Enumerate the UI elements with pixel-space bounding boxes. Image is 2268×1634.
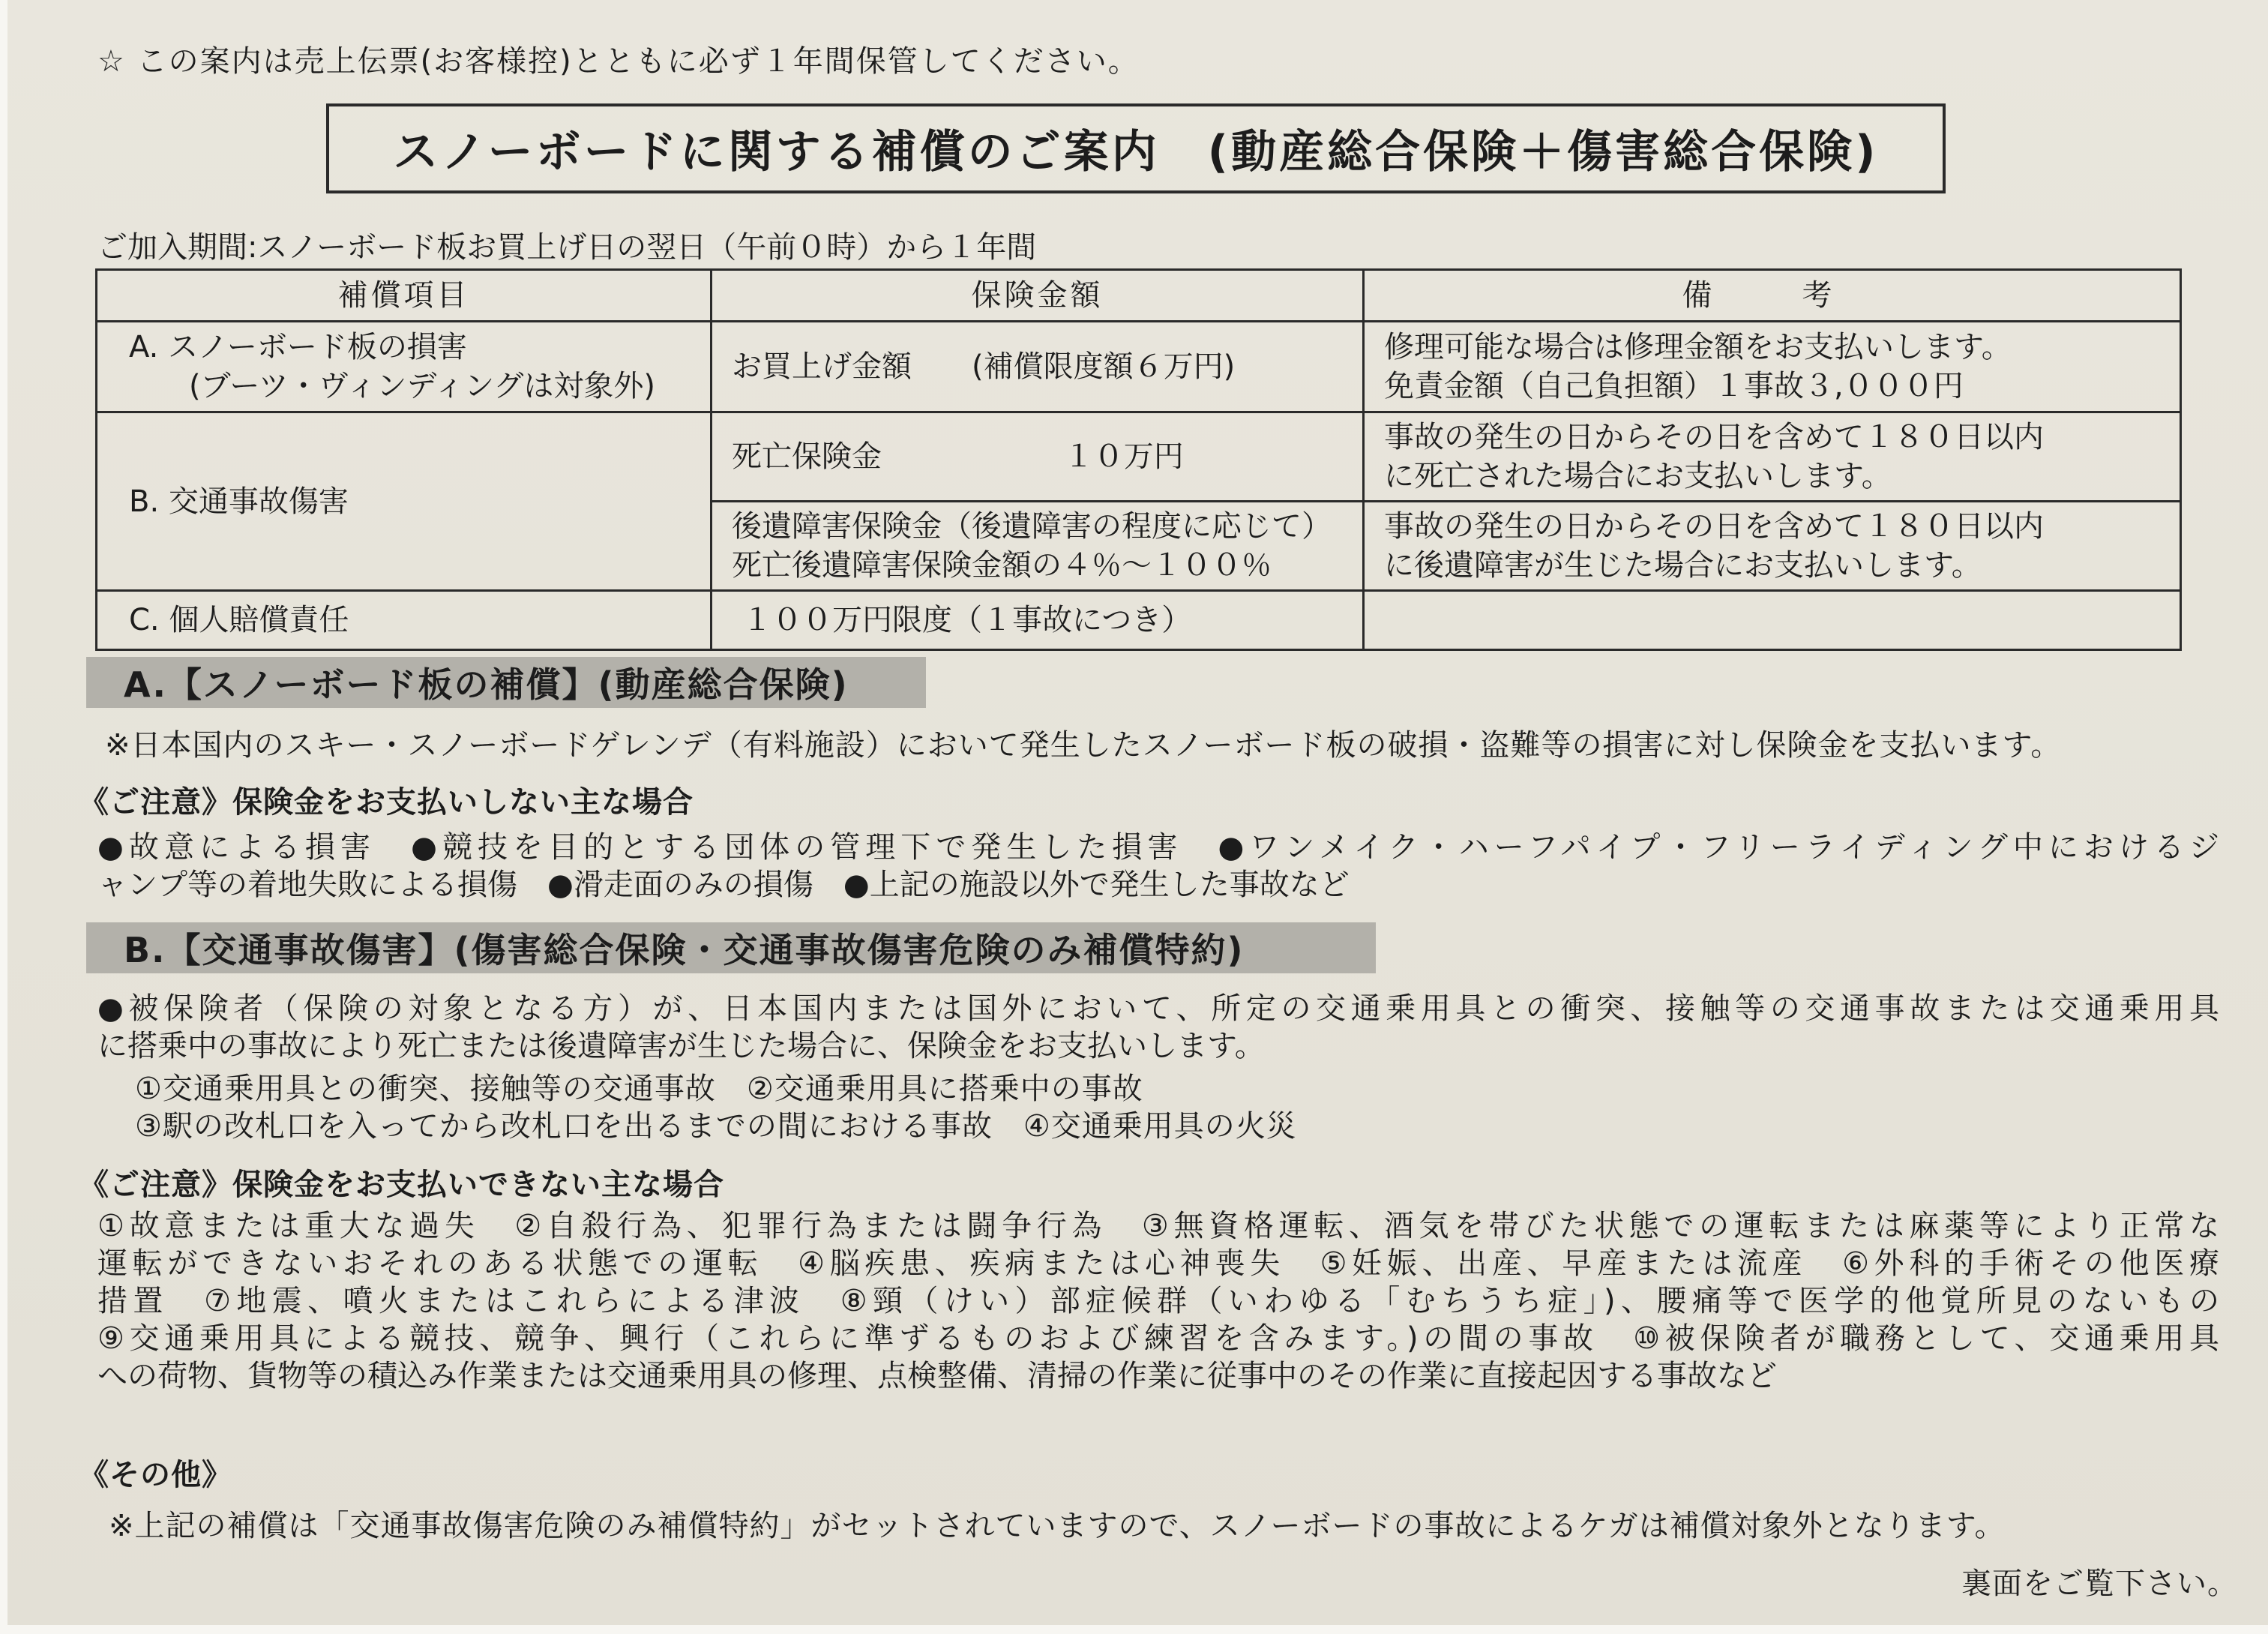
section-a-heading: A.【スノーボード板の補償】(動産総合保険) [86,657,926,708]
title-box [326,103,1946,193]
section-b-body-line2: に搭乗中の事故により死亡または後遺障害が生じた場合に、保険金をお支払いします。 [97,1029,1265,1063]
row-a-amount: お買上げ金額 (補償限度額６万円) [712,322,1364,412]
row-b-item: B. 交通事故傷害 [97,412,712,591]
row-a-remarks-line2: 免責金額（自己負担額）１事故３,０００円 [1384,369,1964,403]
section-b-body-line1: ●被保険者（保険の対象となる方）が、日本国内または国外において、所定の交通乗用具との衝突、接触等の交通事故または交通乗用具 [97,991,2219,1026]
other-note: ※上記の補償は「交通事故傷害危険のみ補償特約」がセットされていますので、スノーボードの事故によるケガは補償対象外となります。 [109,1509,2006,1543]
section-b-caution-line5: への荷物、貨物等の積込み作業または交通乗用具の修理、点検整備、清掃の作業に従事中のその作業に直接起因する事故など [97,1359,1777,1393]
section-b-heading: B.【交通事故傷害】(傷害総合保険・交通事故傷害危険のみ補償特約) [86,922,1376,973]
table-row-c [97,591,2181,650]
row-b-disability-amount-line2: 死亡後遺障害保険金額の４％～１００％ [732,548,1272,583]
table-header-row [97,270,2181,322]
row-b-disability-remarks-line1: 事故の発生の日からその日を含めて１８０日以内 [1384,509,2044,544]
coverage-table [95,268,2182,651]
section-b-caution-line1: ①故意または重大な過失 ②自殺行為、犯罪行為または闘争行為 ③無資格運転、酒気を帯びた状態での運転または麻薬等により正常な [97,1209,2219,1243]
see-reverse-footer: 裏面をご覧下さい。 [1961,1567,2238,1601]
section-a-caution-heading: 《ご注意》保険金をお支払いしない主な場合 [79,785,694,820]
section-b-body-line4: ③駅の改札口を入ってから改札口を出るまでの間における事故 ④交通乗用具の火災 [135,1109,1297,1144]
table-row-b-death [97,412,2181,502]
header-coverage-item: 補償項目 [97,270,712,322]
enrollment-period: ご加入期間:スノーボード板お買上げ日の翌日（午前０時）から１年間 [97,230,1037,265]
row-a-item-line2: (ブーツ・ヴィンディングは対象外) [189,369,656,403]
section-a-caution-line1: ●故意による損害 ●競技を目的とする団体の管理下で発生した損害 ●ワンメイク・ハーフパイプ・フリーライディング中におけるジ [97,830,2219,865]
header-remarks: 備 考 [1364,270,2181,322]
table-row-a [97,322,2181,412]
page-title: スノーボードに関する補償のご案内 (動産総合保険＋傷害総合保険) [393,126,1879,178]
header-insured-amount: 保険金額 [712,270,1364,322]
section-a-note: ※日本国内のスキー・スノーボードゲレンデ（有料施設）において発生したスノーボード板の破損・盗難等の損害に対し保険金を支払います。 [105,728,2062,763]
row-c-amount: １００万円限度（１事故につき） [712,591,1364,650]
paper-edge-bottom [0,1625,2268,1634]
row-c-remarks [1364,591,2181,650]
row-a-item-line1: A. スノーボード板の損害 [129,330,467,364]
row-a-remarks [1364,322,2181,412]
section-b-caution-line3: 措置 ⑦地震、噴火またはこれらによる津波 ⑧頸（けい）部症候群（いわゆる「むちうち症」)、腰痛等で医学的他覚所見のないもの [97,1284,2219,1318]
other-heading: 《その他》 [79,1458,232,1492]
row-b-disability-remarks-line2: に後遺障害が生じた場合にお支払いします。 [1384,548,1982,583]
row-b-death-remarks-line2: に死亡された場合にお支払いします。 [1384,459,1892,493]
row-b-death-remarks-line1: 事故の発生の日からその日を含めて１８０日以内 [1384,420,2044,454]
row-b-disability-amount [712,502,1364,591]
row-b-disability-remarks [1364,502,2181,591]
section-b-body-line3: ①交通乗用具との衝突、接触等の交通事故 ②交通乗用具に搭乗中の事故 [135,1072,1143,1106]
row-b-death-remarks [1364,412,2181,502]
section-b-caution-line4: ⑨交通乗用具による競技、競争、興行（これらに準ずるものおよび練習を含みます。)の間の事故 ⑩被保険者が職務として、交通乗用具 [97,1321,2219,1356]
row-a-item [97,322,712,412]
row-a-remarks-line1: 修理可能な場合は修理金額をお支払いします。 [1384,330,2012,364]
death-benefit-value: １０万円 [1063,439,1184,474]
section-b-caution-line2: 運転ができないおそれのある状態での運転 ④脳疾患、疾病または心神喪失 ⑤妊娠、出産、早産または流産 ⑥外科的手術その他医療 [97,1246,2219,1281]
paper-edge-left [0,0,7,1634]
death-benefit-label: 死亡保険金 [732,439,882,474]
section-b-caution-heading: 《ご注意》保険金をお支払いできない主な場合 [79,1168,724,1202]
row-b-disability-amount-line1: 後遺障害保険金（後遺障害の程度に応じて） [732,509,1332,544]
row-b-death-amount [712,412,1364,502]
row-c-item: C. 個人賠償責任 [97,591,712,650]
keep-notice: ☆ この案内は売上伝票(お客様控)とともに必ず１年間保管してください。 [97,44,1140,79]
section-a-caution-line2: ャンプ等の着地失敗による損傷 ●滑走面のみの損傷 ●上記の施設以外で発生した事故など [97,868,1350,902]
